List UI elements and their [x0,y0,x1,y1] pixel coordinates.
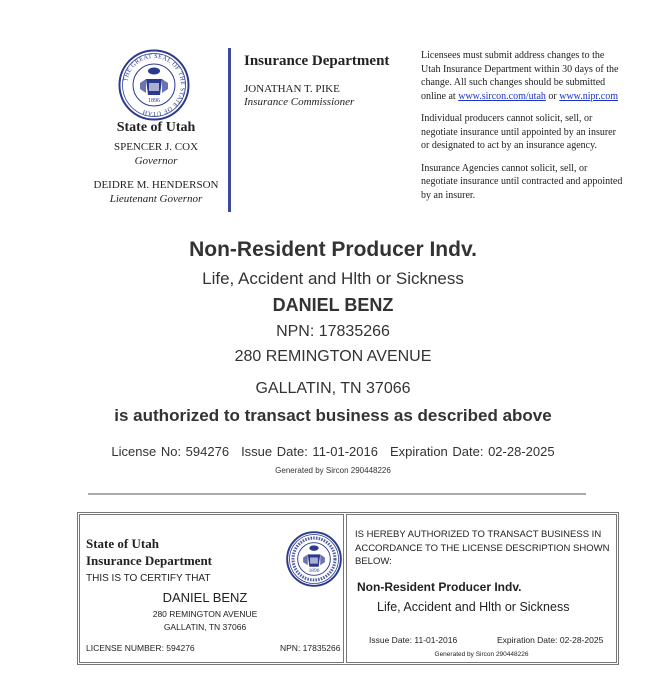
card-license-type: Non-Resident Producer Indv. [357,580,522,594]
card-address-line-2: GALLATIN, TN 37066 [163,622,247,632]
holder-name: DANIEL BENZ [272,295,394,315]
license-type: Non-Resident Producer Indv. [189,238,477,261]
cut-line-divider [88,493,586,495]
lt-governor-title: Lieutenant Governor [109,193,203,205]
note-or: or [545,90,560,102]
commissioner-name: JONATHAN T. PIKE [244,83,340,95]
note-line: Licensees must submit address changes to the [421,50,605,61]
address-line-2: GALLATIN, TN 37066 [255,380,411,397]
sircon-link[interactable]: www.sircon.com/utah [458,90,546,102]
note-line: Individual producers cannot solicit, sell, or [421,113,593,124]
line-of-authority: Life, Accident and Hlth or Sickness [202,269,464,288]
seal-year: 1896 [148,98,160,104]
card-seal-icon [286,531,342,587]
state-seal-icon [118,49,190,121]
authorization-statement: is authorized to transact business as described above [114,406,552,425]
card-license-number: LICENSE NUMBER: 594276 [86,643,195,653]
card-department-title: Insurance Department [86,553,213,568]
governor-title: Governor [134,155,178,167]
commissioner-title: Insurance Commissioner [244,96,355,108]
note-line: by an insurer. [421,189,476,201]
department-title: Insurance Department [244,53,390,69]
card-seal [286,531,342,587]
card-state-title: State of Utah [86,536,159,551]
note-line: negotiate insurance until appointed by an insurer [421,126,616,138]
card-generated-by: Generated by Sircon 290448226 [434,651,529,658]
licensee-notes [421,49,666,209]
header-divider [228,48,231,212]
generated-by: Generated by Sircon 290448226 [275,466,391,475]
issue-date: Issue Date: 11-01-2016 [241,444,378,459]
note-line: Utah Insurance Department within 30 days of the [421,63,619,75]
card-expiration-date: Expiration Date: 02-28-2025 [497,635,604,645]
address-line-1: 280 REMINGTON AVENUE [234,348,432,365]
state-title: State of Utah [116,120,196,135]
card-seal-year: 1896 [308,568,320,575]
seal-ring-text: THE GREAT SEAL OF THE STATE OF UTAH [122,52,187,118]
note-line: Insurance Agencies cannot solicit, sell, or [421,162,588,174]
state-seal [118,49,190,126]
note-line: negotiate insurance until contracted and appointed [421,176,623,187]
card-line-of-authority: Life, Accident and Hlth or Sickness [377,600,570,614]
governor-name: SPENCER J. COX [113,141,199,153]
card-authorized-text: IS HEREBY AUTHORIZED TO TRANSACT BUSINESS IN ACCORDANCE TO THE LICENSE DESCRIPTION SHOWN BELOW: [355,529,610,567]
card-issue-date: Issue Date: 11-01-2016 [369,635,458,645]
license-info-line [0,444,666,459]
npn: NPN: 17835266 [276,323,390,340]
card-address-line-1: 280 REMINGTON AVENUE [152,609,258,619]
card-npn: NPN: 17835266 [280,643,341,653]
card-holder-name: DANIEL BENZ [162,590,248,605]
lt-governor-name: DEIDRE M. HENDERSON [93,179,219,191]
nipr-link[interactable]: www.nipr.com [559,90,619,102]
license-number: License No: 594276 [111,444,230,459]
expiration-date: Expiration Date: 02-28-2025 [389,444,555,459]
card-certify-text: THIS IS TO CERTIFY THAT [86,573,211,584]
note-online-prefix: online at [421,90,459,102]
note-line: or designated to act by an insurance agency. [421,140,597,151]
note-line: change. All such changes should be submitted [421,77,606,88]
note-line-links [421,90,666,104]
